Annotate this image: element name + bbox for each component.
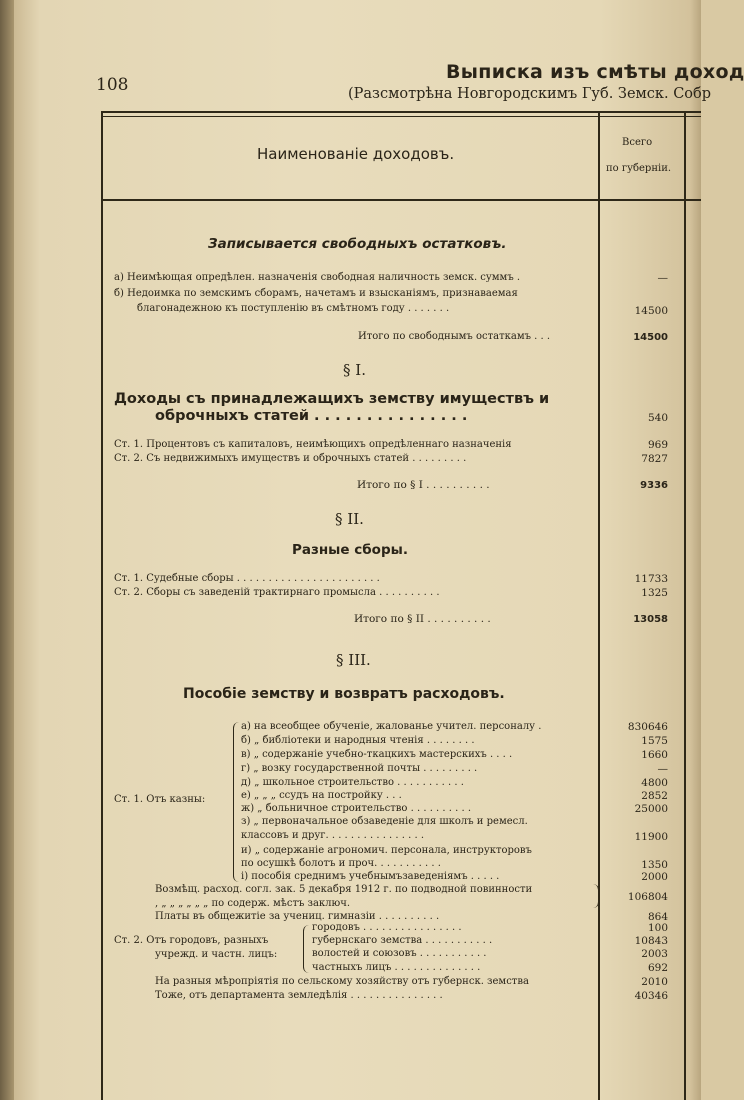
- st1-item-ii: і) пособія среднимъ учебнымъзаведеніямъ . . . . .: [241, 871, 500, 882]
- agri-row: На разныя мѣропріятія по сельскому хозяйству отъ губернск. земства: [155, 976, 529, 987]
- table-top-rule: [101, 111, 701, 113]
- section-free-title: Записывается свободныхъ остатковъ.: [208, 236, 507, 252]
- section-2-row-2: Ст. 2. Сборы съ заведеній трактирнаго промысла . . . . . . . . . .: [114, 587, 440, 598]
- table-top-rule-2: [101, 116, 701, 117]
- st1-item-i-2: по осушкѣ болотъ и проч. . . . . . . . . . .: [241, 858, 441, 869]
- column-header-total-1: Всего: [622, 137, 653, 148]
- st2-item-private-value: 692: [647, 962, 668, 974]
- reimb-value: 106804: [627, 891, 668, 903]
- st2-brace: [303, 925, 309, 973]
- st1-item-i-1: и) „ содержаніе агрономич. персонала, инструкторовъ: [241, 845, 532, 856]
- st1-item-v: в) „ содержаніе учебно-ткацкихъ мастерскихъ . . . .: [241, 749, 513, 760]
- table-header-rule: [101, 199, 701, 201]
- section-1-row-1: Ст. 1. Процентовъ съ капиталовъ, неимѣющихъ опредѣленнаго назначенія: [114, 439, 512, 450]
- section-2-row-1-value: 11733: [634, 573, 668, 585]
- st2-item-cities-value: 100: [647, 922, 668, 934]
- section-1-title-2: оброчныхъ статей . . . . . . . . . . . . . . .: [155, 408, 468, 424]
- column-header-name: Наименованіе доходовъ.: [257, 145, 455, 163]
- st2-item-volost-value: 2003: [641, 948, 668, 960]
- st1-item-g: г) „ возку государственной почты . . . . . . . . .: [241, 763, 478, 774]
- section-3-st2-label-1: Ст. 2. Отъ городовъ, разныхъ: [114, 935, 269, 946]
- section-3-title: Пособіе земству и возвратъ расходовъ.: [183, 686, 505, 702]
- st1-item-zh-value: 25000: [634, 803, 668, 815]
- page-number: 108: [96, 75, 129, 95]
- section-1-title-1: Доходы съ принадлежащихъ земству имуществъ и: [114, 391, 550, 407]
- page-subheading: (Разсмотрѣна Новгородскимъ Губ. Земск. Собр: [348, 86, 712, 102]
- section-1-row-2: Ст. 2. Съ недвижимыхъ имуществъ и оброчныхъ статей . . . . . . . . .: [114, 453, 467, 464]
- dept-value: 40346: [634, 990, 668, 1002]
- st2-item-zemstvo: губернскаго земства . . . . . . . . . . .: [312, 935, 493, 946]
- free-total-value: 14500: [633, 332, 668, 343]
- fees-row: Платы въ общежитіе за учениц. гимназіи . . . . . . . . . .: [155, 911, 440, 922]
- page-binding-shadow: [0, 0, 14, 1100]
- page-heading: Выписка изъ смѣты доход: [446, 61, 744, 83]
- st2-item-cities: городовъ . . . . . . . . . . . . . . . .: [312, 922, 462, 933]
- st1-item-v-value: 1660: [641, 749, 668, 761]
- section-1-row-2-value: 7827: [641, 453, 668, 465]
- st2-item-private: частныхъ лицъ . . . . . . . . . . . . . .: [312, 962, 481, 973]
- column-header-total-2: по губерніи.: [606, 163, 672, 174]
- section-2-total-value: 13058: [633, 614, 668, 625]
- dept-row: Тоже, отъ департамента земледѣлія . . . . . . . . . . . . . . .: [155, 990, 443, 1001]
- section-2-row-2-value: 1325: [641, 587, 668, 599]
- st1-item-ii-value: 2000: [641, 871, 668, 883]
- st1-item-d: д) „ школьное строительство . . . . . . . . . . .: [241, 777, 464, 788]
- table-left-rule: [101, 111, 103, 1100]
- section-3-st2-label-2: учрежд. и частн. лицъ:: [155, 949, 278, 960]
- reimb-line-2: , „ „ „ „ „ „ по содерж. мѣстъ заключ.: [155, 898, 351, 909]
- st1-item-z-1: з) „ первоначальное обзаведеніе для школъ и ремесл.: [241, 816, 528, 827]
- section-1-sign: § I.: [343, 361, 366, 379]
- free-total-label: Итого по свободнымъ остаткамъ . . .: [358, 331, 551, 342]
- section-3-sign: § III.: [336, 651, 371, 669]
- st1-item-g-value: —: [657, 763, 668, 775]
- row-free-b-value: 14500: [634, 305, 668, 317]
- row-free-a: а) Неимѣющая опредѣлен. назначенія свободная наличность земск. суммъ .: [114, 272, 521, 283]
- st2-item-zemstvo-value: 10843: [634, 935, 668, 947]
- st1-item-zh: ж) „ больничное строительство . . . . . . . . . .: [241, 803, 472, 814]
- row-free-b-1: б) Недоимка по земскимъ сборамъ, начетамъ и взысканіямъ, признаваемая: [114, 288, 518, 299]
- reimb-line-1: Возмѣщ. расход. согл. зак. 5 декабря 1912 г. по подводной повинности: [155, 884, 533, 895]
- section-1-row-1-value: 969: [647, 439, 668, 451]
- section-1-total-value: 9336: [640, 480, 668, 491]
- section-2-sign: § II.: [335, 510, 364, 528]
- st1-item-b-value: 1575: [641, 735, 668, 747]
- st1-item-e-value: 2852: [641, 790, 668, 802]
- table-right-rule: [684, 111, 686, 1100]
- section-3-st1-label: Ст. 1. Отъ казны:: [114, 794, 206, 805]
- row-free-a-value: —: [657, 272, 668, 284]
- row-free-b-2: благонадежною къ поступленію въ смѣтномъ году . . . . . . .: [137, 303, 450, 314]
- st2-item-volost: волостей и союзовъ . . . . . . . . . . .: [312, 948, 487, 959]
- st1-item-i-value: 1350: [641, 859, 668, 871]
- section-2-total-label: Итого по § II . . . . . . . . . .: [354, 613, 491, 625]
- st1-item-a-value: 830646: [627, 721, 668, 733]
- st1-item-b: б) „ библіотеки и народныя чтенія . . . . . . . .: [241, 735, 475, 746]
- section-1-title-value: 540: [647, 412, 668, 424]
- section-2-row-1: Ст. 1. Судебные сборы . . . . . . . . . . . . . . . . . . . . . . .: [114, 573, 380, 584]
- fees-value: 864: [647, 911, 668, 923]
- st1-item-a: а) на всеобщее обученіе, жалованье учител. персоналу .: [241, 721, 542, 732]
- st1-item-d-value: 4800: [641, 777, 668, 789]
- agri-value: 2010: [641, 976, 668, 988]
- section-1-total-label: Итого по § I . . . . . . . . . .: [357, 479, 490, 491]
- st1-item-z-2: классовъ и друг. . . . . . . . . . . . . . . .: [241, 830, 425, 841]
- section-2-title: Разные сборы.: [292, 542, 408, 558]
- st1-item-z-value: 11900: [634, 831, 668, 843]
- st1-item-e: е) „ „ „ ссудъ на постройку . . .: [241, 790, 402, 801]
- st1-brace: [233, 722, 240, 882]
